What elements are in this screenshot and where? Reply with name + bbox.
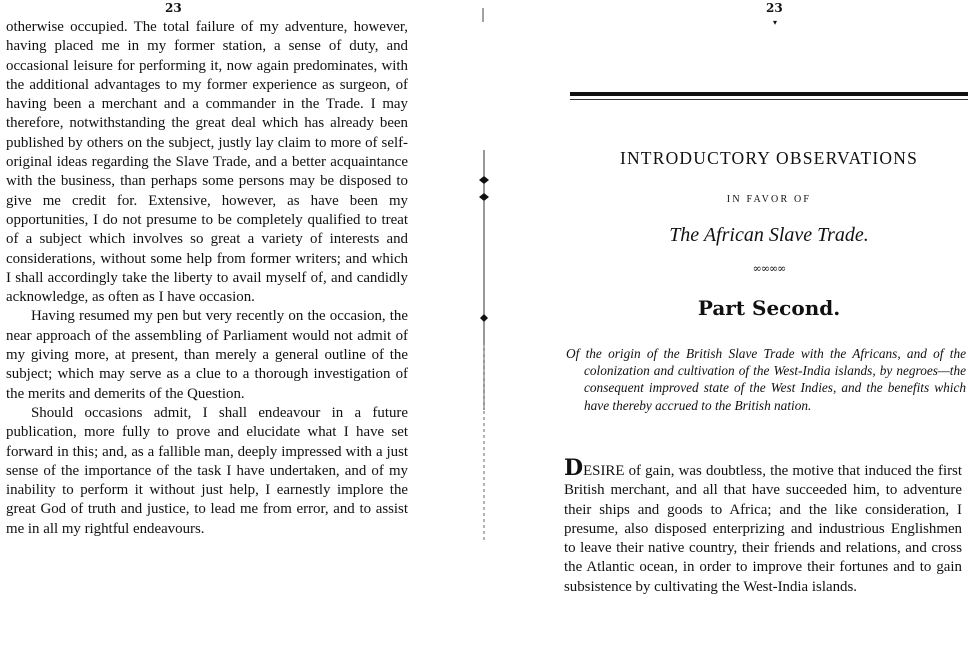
chapter-subheading: IN FAVOR OF: [726, 194, 812, 205]
part-abstract: Of the origin of the British Slave Trade with the Africans, and of the colonization and cultivation of the West-India islands, by negroes—the consequent improved state of the West Indies, and the benefits which have thereby accrued to the British nation.: [566, 346, 966, 413]
header-rule-thin: [570, 99, 968, 100]
left-paragraph-1: otherwise occupied. The total failure of my adventure, however, having placed me in my former station, a sense of duty, and occasional leisure for performing it, now again predominates, with the additional advantages to my former experience as surgeon, of having been a merchant and a commander in the Trade. I may therefore, notwithstanding the great deal which has already been published by others on the subject, justly lay claim to more of self-original ideas regarding the Slave Trade, and a better acquaintance with the business, than perhaps some persons may be disposed to give me credit for. Extensive, however, as have been my opportunities, I do not presume to be completely qualified to treat of a subject which involves so great a variety of interests and considerations, without some help from former writers; and which I shall accordingly take the liberty to avail myself of, and candidly acknowledge, as often as I have occasion.: [6, 19, 408, 306]
right-page-body: [564, 455, 962, 597]
chapter-heading: INTRODUCTORY OBSERVATIONS: [619, 148, 919, 168]
page-number-mark: ▾: [773, 18, 778, 27]
left-paragraph-2: Having resumed my pen but very recently on the occasion, the near approach of the assembling of Parliament would not admit of my giving more, at present, than merely a general outline of the subject; which may serve as a clue to a thorough investigation of the merits and demerits of the Question.: [6, 308, 408, 402]
part-heading: Part Second.: [697, 296, 841, 320]
left-page: [0, 0, 478, 648]
right-page-number: 23: [766, 1, 783, 15]
header-rule-thick: [570, 92, 968, 96]
gutter-ornament: [478, 0, 490, 648]
ornament-divider: ∞∞∞∞: [752, 262, 786, 275]
chapter-title: The African Slave Trade.: [669, 224, 869, 246]
drop-cap: D: [564, 455, 584, 481]
left-page-body: [6, 18, 408, 539]
right-body-text: ESIRE of gain, was doubtless, the motive that induced the first British merchant, and all that have succeeded him, to adventure their ships and goods to Africa; and the like consideration, I presume, also disposed enterprizing and industrious Englishmen to leave their native country, their friends and relations, and cross the Atlantic ocean, in order to improve their fortunes and to gain subsistence by cultivating the West-India islands.: [564, 463, 962, 595]
left-paragraph-3: Should occasions admit, I shall endeavour in a future publication, more fully to prove and elucidate what I have set forward in this; and, as a fallible man, deeply impressed with a just sense of the importance of the task I have undertaken, and of my inability to perform it without just help, I earnestly implore the great God of truth and justice, to lead me from error, and to assist me in all my rightful endeavours.: [6, 404, 408, 537]
right-page: [490, 0, 980, 648]
left-page-number: 23: [165, 1, 182, 15]
